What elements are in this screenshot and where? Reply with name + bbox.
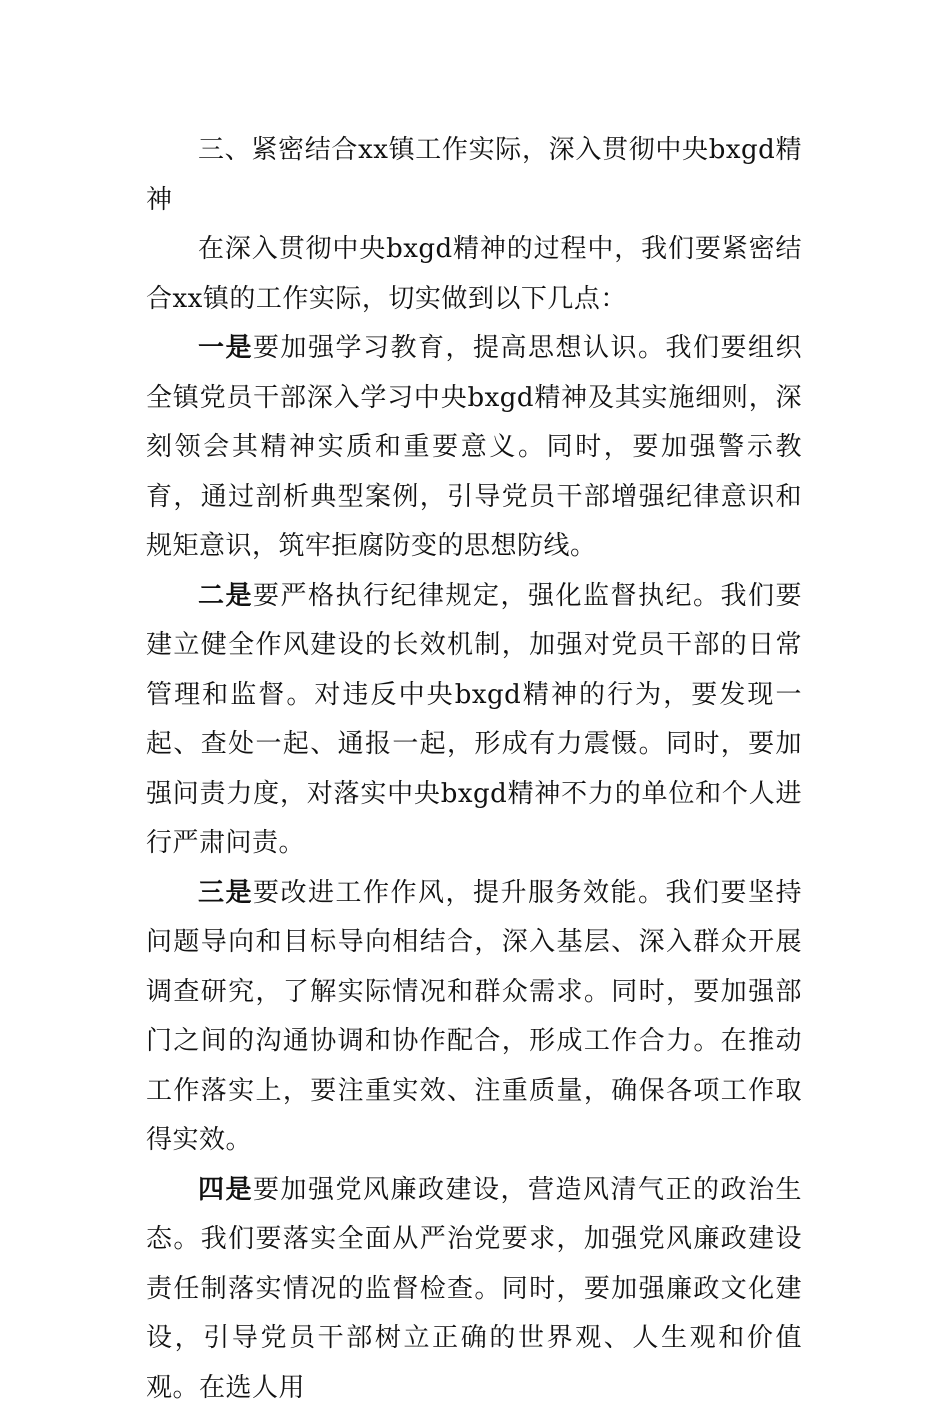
- document-body: [146, 126, 802, 1413]
- point-paragraph-3: [146, 869, 802, 1166]
- section-heading: 三、紧密结合xx镇工作实际，深入贯彻中央bxgd精神: [146, 126, 802, 225]
- point-text-4: 要加强党风廉政建设，营造风清气正的政治生态。我们要落实全面从严治党要求，加强党风廉政建设责任制落实情况的监督检查。同时，要加强廉政文化建设，引导党员干部树立正确的世界观、人生观和价值观。在选人用: [146, 1175, 802, 1403]
- point-text-3: 要改进工作作风，提升服务效能。我们要坚持问题导向和目标导向相结合，深入基层、深入群众开展调查研究，了解实际情况和群众需求。同时，要加强部门之间的沟通协调和协作配合，形成工作合力。在推动工作落实上，要注重实效、注重质量，确保各项工作取得实效。: [146, 878, 802, 1156]
- point-lead-1: 一是: [198, 333, 253, 363]
- point-text-1: 要加强学习教育，提高思想认识。我们要组织全镇党员干部深入学习中央bxgd精神及其实施细则，深刻领会其精神实质和重要意义。同时，要加强警示教育，通过剖析典型案例，引导党员干部增强纪律意识和规矩意识，筑牢拒腐防变的思想防线。: [146, 333, 802, 561]
- point-lead-2: 二是: [198, 581, 253, 611]
- point-paragraph-2: [146, 572, 802, 869]
- point-text-2: 要严格执行纪律规定，强化监督执纪。我们要建立健全作风建设的长效机制，加强对党员干部的日常管理和监督。对违反中央bxgd精神的行为，要发现一起、查处一起、通报一起，形成有力震慑。同时，要加强问责力度，对落实中央bxgd精神不力的单位和个人进行严肃问责。: [146, 581, 802, 859]
- point-paragraph-4: [146, 1166, 802, 1413]
- intro-paragraph: 在深入贯彻中央bxgd精神的过程中，我们要紧密结合xx镇的工作实际，切实做到以下几点：: [146, 225, 802, 324]
- point-lead-4: 四是: [198, 1175, 253, 1205]
- point-lead-3: 三是: [198, 878, 253, 908]
- point-paragraph-1: [146, 324, 802, 572]
